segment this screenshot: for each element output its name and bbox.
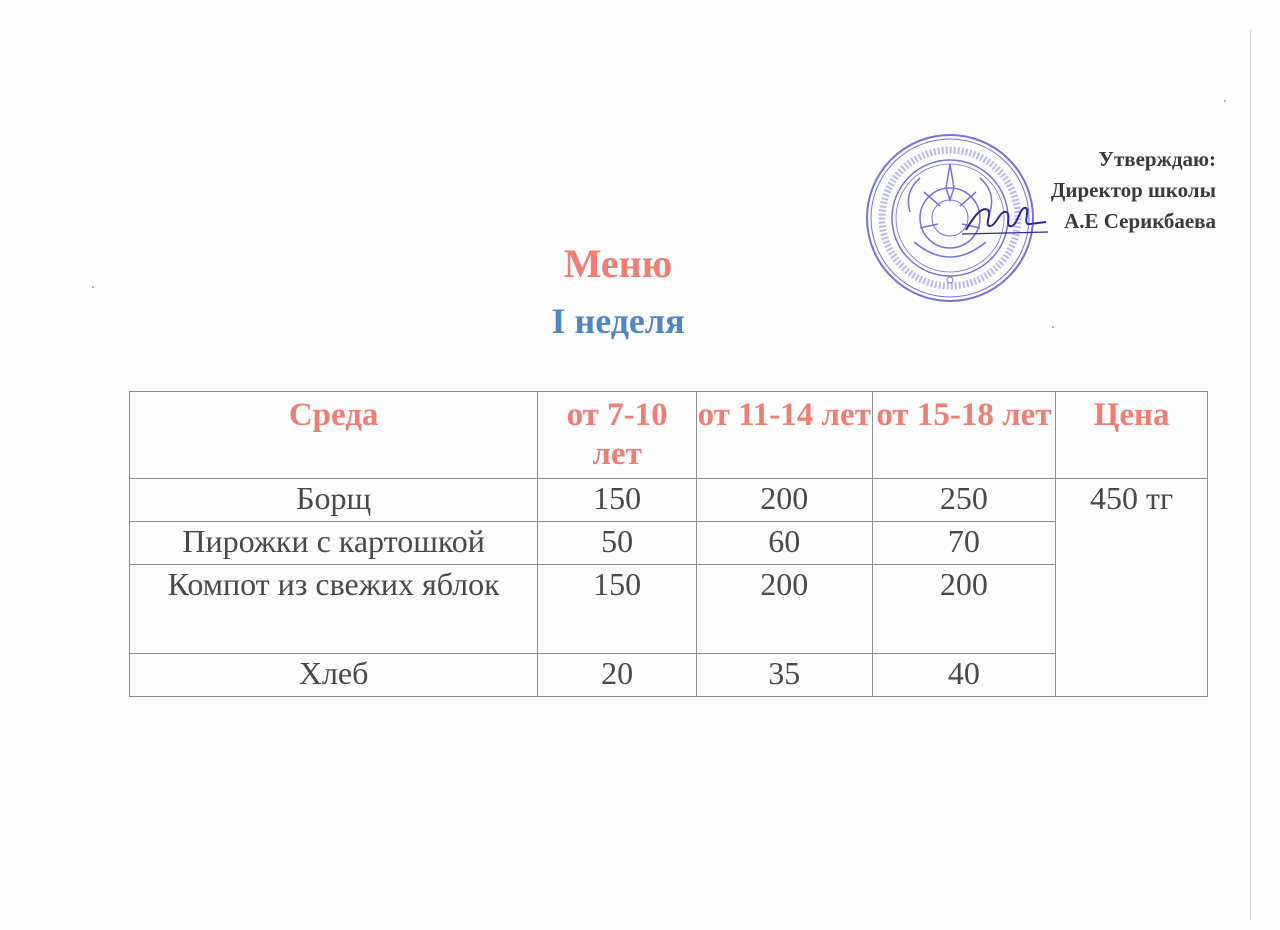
dish-name: Компот из свежих яблок [130,565,538,654]
scan-speck [1224,100,1226,102]
table-row [130,522,1208,565]
header-day: Среда [130,392,538,479]
portion-7-10: 50 [538,522,697,565]
menu-table [129,391,1208,697]
portion-11-14: 200 [696,565,872,654]
dish-name: Хлеб [130,654,538,697]
scan-speck [92,286,94,288]
signature-icon [960,196,1050,240]
approval-block [1051,144,1216,237]
dish-name: Пирожки с картошкой [130,522,538,565]
page-subtitle: I неделя [551,301,685,341]
portion-7-10: 20 [538,654,697,697]
table-row [130,654,1208,697]
table-header-row [130,392,1208,479]
header-age-15-18: от 15-18 лет [872,392,1056,479]
approval-line-1: Утверждаю: [1098,147,1216,171]
table-row [130,479,1208,522]
header-age-7-10: от 7-10 лет [538,392,697,479]
header-price: Цена [1056,392,1208,479]
portion-15-18: 40 [872,654,1056,697]
header-age-11-14: от 11-14 лет [696,392,872,479]
dish-name: Борщ [130,479,538,522]
portion-7-10: 150 [538,565,697,654]
approval-line-2: Директор школы [1050,178,1216,202]
portion-11-14: 60 [696,522,872,565]
portion-7-10: 150 [538,479,697,522]
table-row [130,565,1208,654]
scan-speck [1052,326,1054,328]
portion-11-14: 35 [696,654,872,697]
portion-15-18: 250 [872,479,1056,522]
price-cell: 450 тг [1056,479,1208,697]
approval-line-3: А.Е Серикбаева [1064,209,1216,233]
page-title: Меню [563,241,673,286]
portion-15-18: 200 [872,565,1056,654]
portion-11-14: 200 [696,479,872,522]
portion-15-18: 70 [872,522,1056,565]
page-edge [1250,30,1251,920]
